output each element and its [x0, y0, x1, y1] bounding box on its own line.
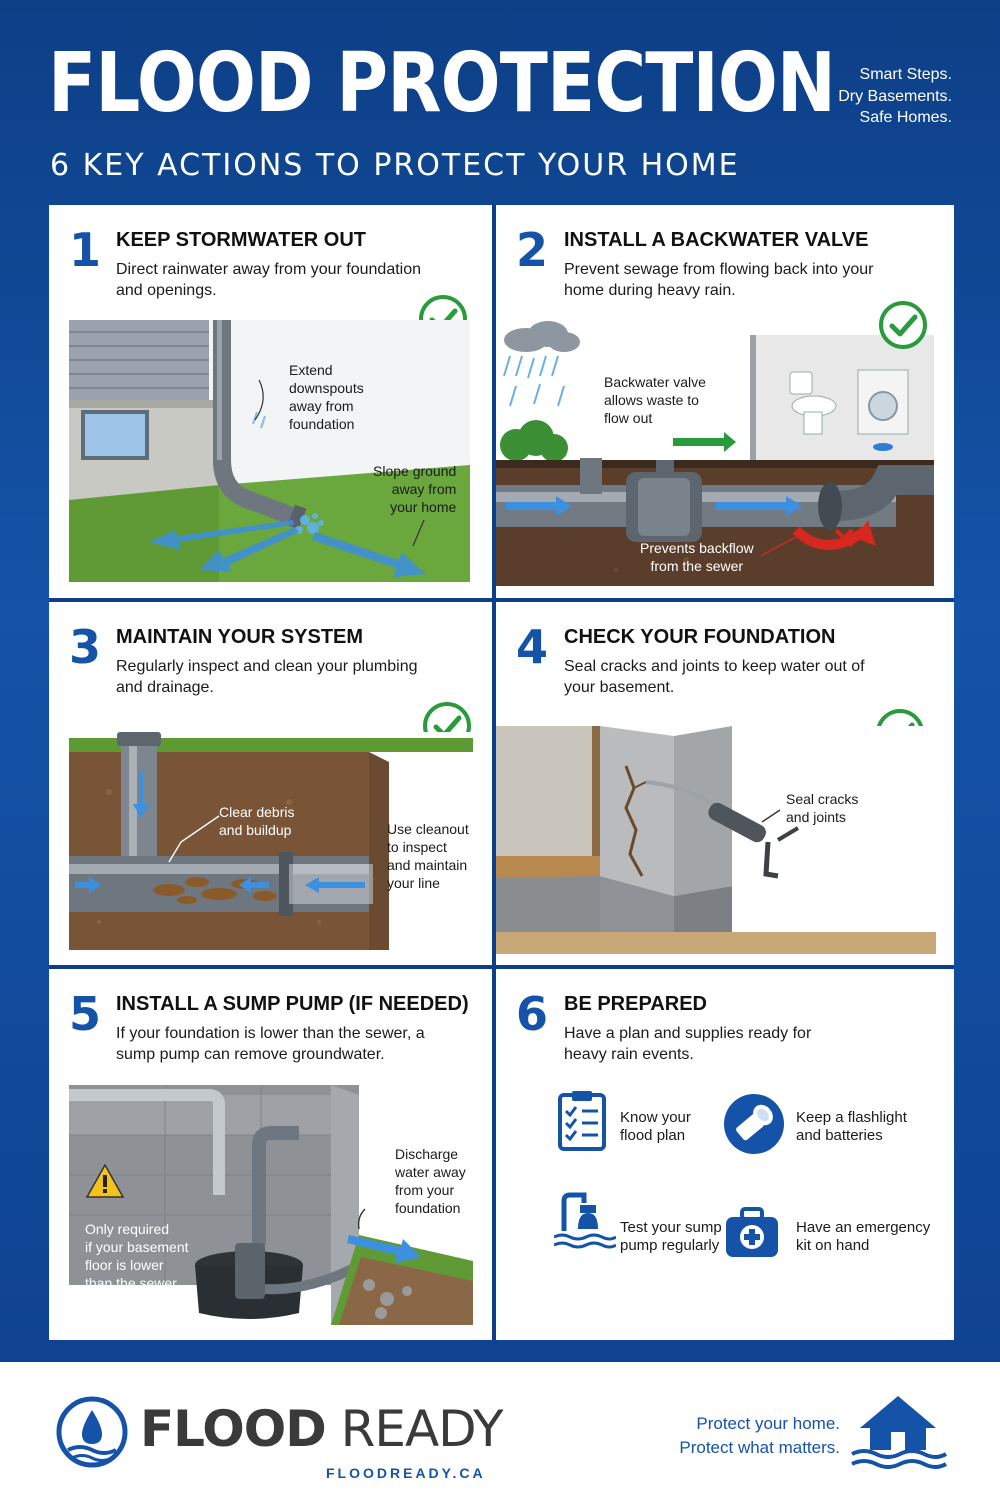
card-description: Have a plan and supplies ready for heavy rain events.: [564, 1025, 812, 1063]
card-description: Prevent sewage from flowing back into your home during heavy rain.: [564, 261, 874, 299]
page-subtitle: 6 KEY ACTIONS TO PROTECT YOUR HOME: [50, 148, 740, 183]
card-number: 5: [69, 987, 102, 1041]
card-number: 6: [516, 987, 549, 1041]
card-maintain-system: [49, 602, 492, 965]
debris-label: Clear debris and buildup: [219, 804, 295, 838]
seal-label: Seal cracks and joints: [786, 791, 859, 825]
house-flood-icon: [848, 1392, 948, 1470]
card-sump-pump: [49, 969, 492, 1340]
foundation-crack-illustration: [496, 726, 936, 954]
card-number: 3: [69, 620, 102, 674]
card-title: MAINTAIN YOUR SYSTEM: [116, 626, 364, 648]
card-title: INSTALL A SUMP PUMP (IF NEEDED): [116, 993, 469, 1015]
cleanout-label: Use cleanout to inspect and maintain your line: [387, 821, 469, 891]
flashlight-icon: [723, 1093, 785, 1155]
tagline: [838, 64, 952, 129]
valve-label: Backwater valve allows waste to flow out: [604, 374, 706, 426]
sump-pump-icon: [554, 1191, 616, 1253]
tagline-line: Dry Basements.: [838, 87, 952, 105]
card-description: Regularly inspect and clean your plumbing and drainage.: [116, 658, 418, 696]
water-drop-logo-icon: [56, 1396, 128, 1468]
check-icon: [877, 299, 929, 351]
prep-item-test-sump: Test your sump pump regularly: [620, 1219, 722, 1254]
card-title: CHECK YOUR FOUNDATION: [564, 626, 836, 648]
prep-item-flood-plan: Know your flood plan: [620, 1109, 691, 1144]
card-be-prepared: [496, 969, 954, 1340]
card-number: 2: [516, 223, 549, 277]
actions-grid: [49, 205, 954, 1340]
card-title: BE PREPARED: [564, 993, 707, 1015]
card-description: If your foundation is lower than the sewer, a sump pump can remove groundwater.: [116, 1025, 425, 1063]
card-number: 1: [69, 223, 102, 277]
downspout-label: Extend downspouts away from foundation: [289, 362, 364, 432]
discharge-label: Discharge water away from your foundation: [395, 1146, 466, 1216]
downspout-illustration: [69, 320, 470, 582]
card-backwater-valve: [496, 205, 954, 598]
brand-url[interactable]: FLOODREADY.CA: [326, 1465, 486, 1481]
slope-label: Slope ground away from your home: [373, 463, 457, 515]
card-stormwater: [49, 205, 492, 598]
warning-note: Only required if your basement floor is lower than the sewer level.: [85, 1221, 189, 1309]
card-number: 4: [516, 620, 549, 674]
card-description: Seal cracks and joints to keep water out of your basement.: [564, 658, 865, 696]
card-check-foundation: [496, 602, 954, 965]
checklist-icon: [552, 1089, 614, 1151]
card-description: Direct rainwater away from your foundation and openings.: [116, 261, 422, 299]
prep-item-emergency-kit: Have an emergency kit on hand: [796, 1219, 931, 1254]
brand-name: FLOOD READY: [140, 1400, 503, 1458]
tagline-line: Safe Homes.: [859, 109, 952, 126]
card-title: KEEP STORMWATER OUT: [116, 229, 367, 251]
card-title: INSTALL A BACKWATER VALVE: [564, 229, 869, 251]
prep-item-flashlight: Keep a flashlight and batteries: [796, 1109, 907, 1144]
page-title: FLOOD PROTECTION: [48, 36, 836, 131]
first-aid-kit-icon: [724, 1205, 780, 1261]
footer-slogan: Protect your home. Protect what matters.: [679, 1414, 840, 1457]
backflow-label: Prevents backflow from the sewer: [640, 540, 754, 574]
tagline-line: Smart Steps.: [859, 66, 952, 83]
